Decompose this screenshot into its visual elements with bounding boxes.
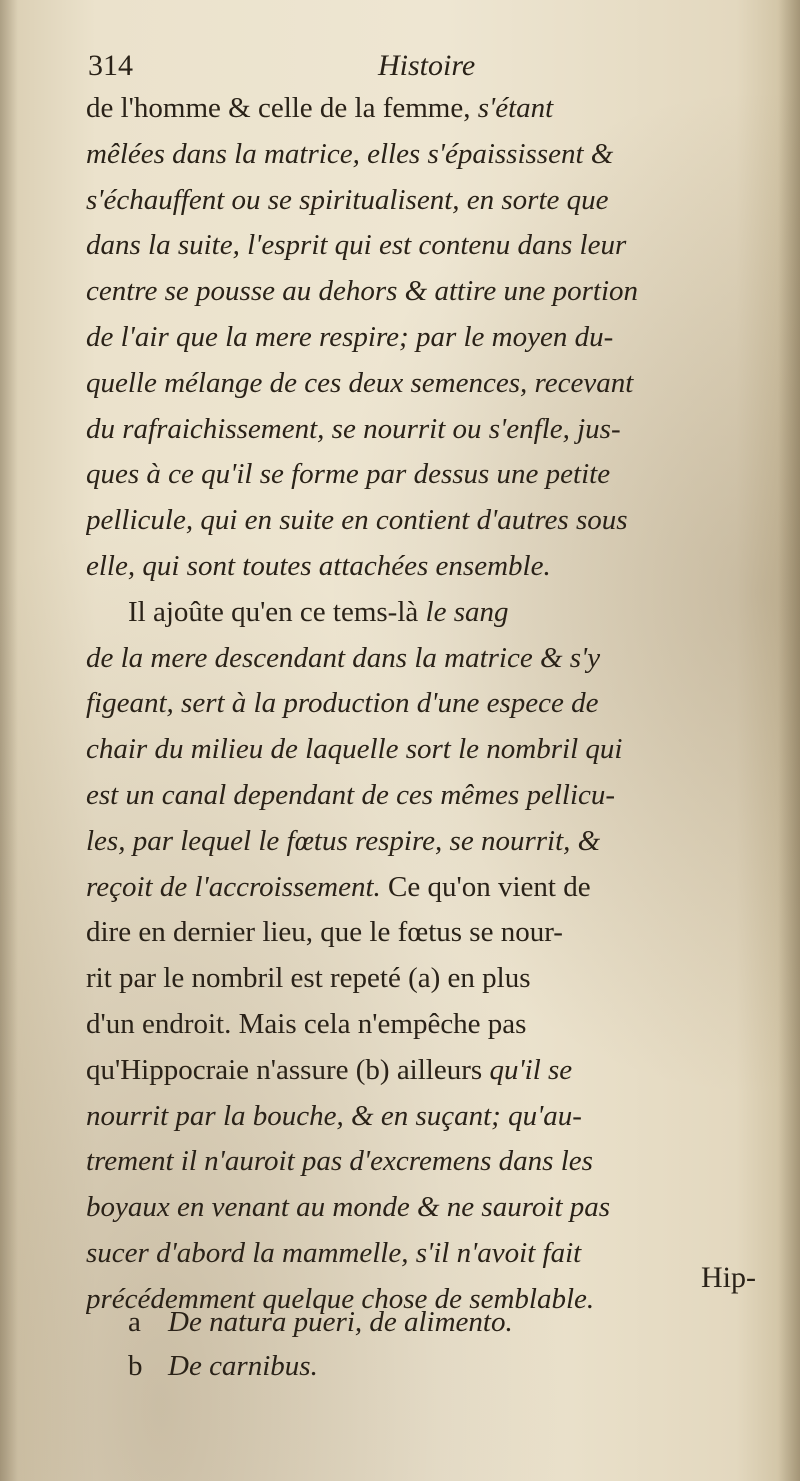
text-line-italic: le sang [425,595,509,628]
text-line [86,498,758,544]
text-line-italic: centre se pousse au dehors & attire une portion [86,275,639,308]
text-line [86,407,758,453]
text-line-italic: sucer d'abord la mammelle, s'il n'avoit fait [86,1236,582,1269]
text-line-italic: boyaux en venant au monde & ne sauroit pas [86,1191,611,1224]
text-line-italic: dans la suite, l'esprit qui est contenu dans leur [86,229,627,262]
page-right-edge-shadow [778,0,800,1481]
text-line [86,223,758,269]
text-line-italic: précédemment quelque chose de semblable. [86,1282,595,1315]
text-line [86,452,758,498]
text-line [86,681,758,727]
text-line [86,819,758,865]
footnotes [128,1300,688,1388]
text-line [86,132,758,178]
text-line-roman: de l'homme & celle de la femme, [86,92,478,124]
text-line-italic: trement il n'auroit pas d'excremens dans les [86,1145,593,1178]
footnote-mark: b [128,1350,143,1382]
footnote [128,1300,688,1344]
text-line-roman: Il ajoûte qu'en ce tems-là [128,595,426,628]
text-line-italic: du rafraichissement, se nourrit ou s'enfle, jus- [86,412,621,445]
text-line [86,269,758,315]
text-line-italic: chair du milieu de laquelle sort le nombril qui [86,733,623,766]
text-line [86,178,758,224]
text-line-italic: s'étant [477,92,554,124]
body-text [86,86,758,1323]
text-line-italic: mêlées dans la matrice, elles s'épaississent & [86,137,614,170]
text-line [86,1139,758,1185]
text-line-italic: les, par lequel le fœtus respire, se nourrit, & [86,824,601,857]
text-line [86,86,758,132]
text-line-italic: de la mere descendant dans la matrice & s'y [86,641,601,674]
text-line [86,590,758,636]
text-line-roman: Ce qu'on vient de [380,870,591,903]
text-line [86,636,758,682]
footnote-mark: a [128,1306,141,1338]
running-head [88,44,688,88]
text-line-italic: elle, qui sont toutes attachées ensemble. [86,549,551,582]
text-line [86,1048,758,1094]
text-line-roman: qu'Hippocraie n'assure (b) ailleurs [86,1053,490,1086]
page-left-edge-shadow [0,0,18,1481]
footnote-text: De carnibus. [168,1350,318,1382]
text-line-italic: figeant, sert à la production d'une espece de [86,687,599,720]
catchword: Hip- [701,1261,756,1294]
text-line [86,544,758,590]
text-line [86,910,758,956]
text-line [86,865,758,911]
text-line-italic: de l'air que la mere respire; par le moyen du- [86,320,614,353]
text-line [86,956,758,1002]
text-line-italic: reçoit de l'accroissement. [86,870,381,903]
footnote [128,1344,688,1388]
text-line-italic: est un canal dependant de ces mêmes pellicu- [86,778,616,811]
text-line-italic: quelle mélange de ces deux semences, recevant [86,366,634,399]
text-line-roman: rit par le nombril est repeté (a) en plus [86,962,531,995]
text-line [86,1185,758,1231]
text-line [86,773,758,819]
text-line [86,1231,758,1277]
running-title: Histoire [378,49,476,82]
footnote-text: De natura pueri, de alimento. [168,1306,513,1338]
text-line-italic: nourrit par la bouche, & en suçant; qu'au- [86,1099,582,1132]
text-line [86,727,758,773]
text-line-italic: ques à ce qu'il se forme par dessus une petite [86,458,611,491]
text-line [86,1094,758,1140]
text-line-italic: qu'il se [489,1053,573,1086]
text-line [86,315,758,361]
text-line [86,361,758,407]
text-line-roman: dire en dernier lieu, que le fœtus se nour- [86,916,563,949]
text-line-roman: d'un endroit. Mais cela n'empêche pas [86,1007,527,1040]
text-line-italic: pellicule, qui en suite en contient d'autres sous [86,504,628,537]
text-line-italic: s'échauffent ou se spiritualisent, en sorte que [86,183,609,216]
text-line [86,1002,758,1048]
page-number: 314 [88,49,133,82]
